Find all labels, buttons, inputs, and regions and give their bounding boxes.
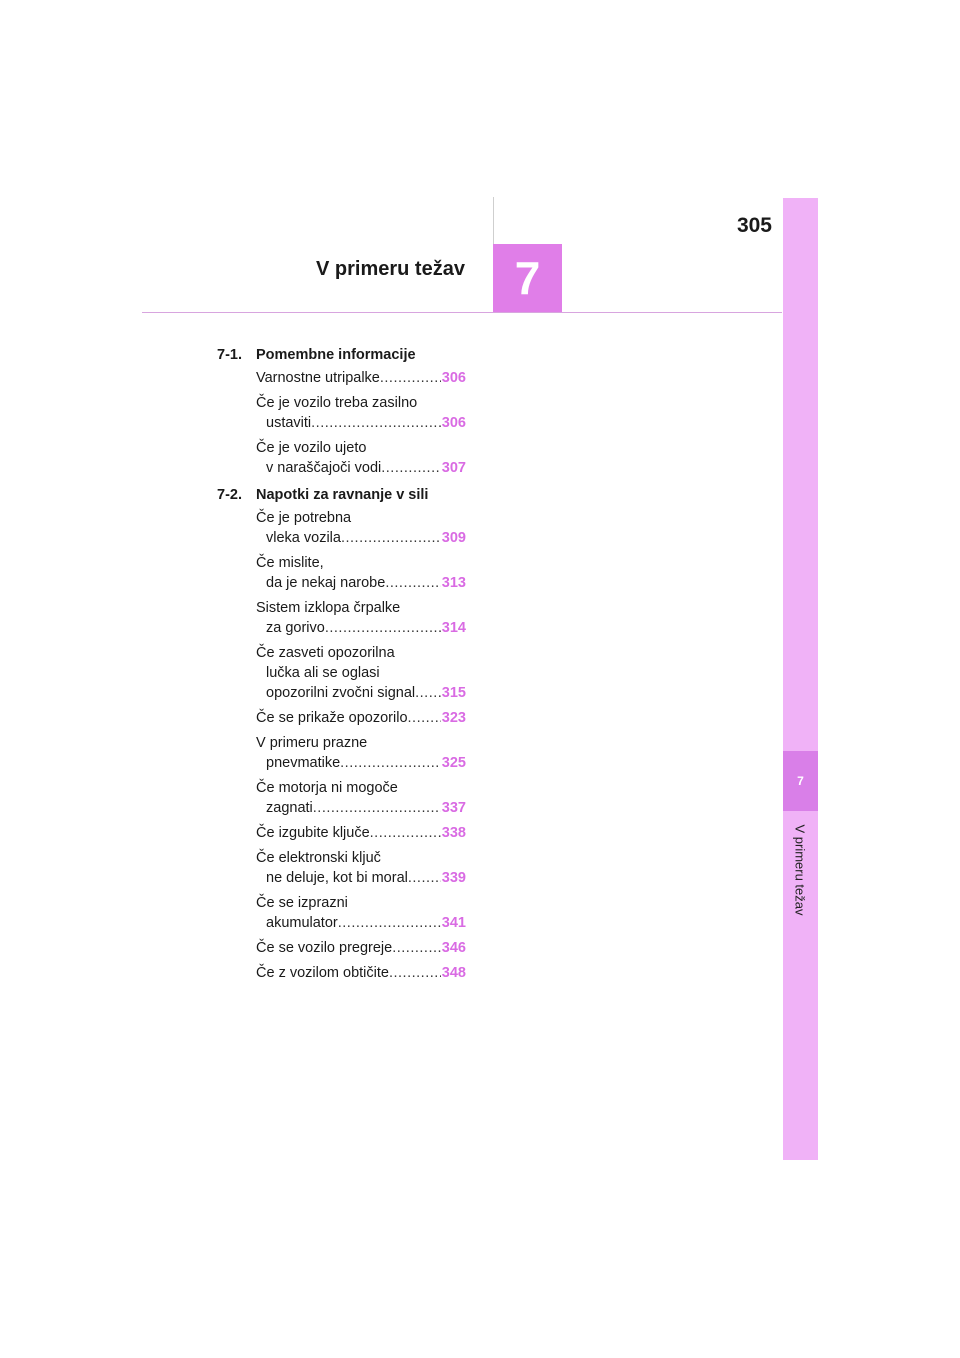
toc-page-link[interactable]: 306 [441, 370, 466, 386]
toc-entry[interactable] [256, 393, 466, 433]
toc-entry[interactable] [256, 823, 466, 843]
toc-page-link[interactable]: 314 [441, 620, 466, 636]
toc-entry-label: vleka vozila [266, 530, 341, 546]
toc-page-link[interactable]: 341 [441, 915, 466, 931]
toc-page-link[interactable]: 339 [441, 870, 466, 886]
toc-page-link[interactable]: 315 [441, 685, 466, 701]
toc-page-link[interactable]: 348 [441, 965, 466, 981]
toc-page-link[interactable]: 306 [441, 415, 466, 431]
divider-horizontal [142, 312, 782, 313]
toc-page-link[interactable]: 346 [441, 940, 466, 956]
dot-leader [341, 528, 441, 548]
dot-leader [389, 963, 441, 983]
toc-entry-label: Če je vozilo ujeto [256, 440, 367, 456]
dot-leader [340, 753, 441, 773]
divider-vertical [493, 197, 494, 244]
dot-leader [313, 798, 441, 818]
toc-entry[interactable] [256, 368, 466, 388]
toc-entry[interactable] [256, 708, 466, 728]
toc-entry-label: Če se prikaže opozorilo [256, 710, 408, 726]
toc-entry-label: Če motorja ni mogoče [256, 780, 398, 796]
toc-entry-label: da je nekaj narobe [266, 575, 386, 591]
toc-entry[interactable] [256, 553, 466, 593]
toc-page-link[interactable]: 337 [441, 800, 466, 816]
toc-entry-label: akumulator [266, 915, 338, 931]
toc-entry-label: pnevmatike [266, 755, 341, 771]
toc-entry[interactable] [256, 893, 466, 933]
toc-entry-label: Sistem izklopa črpalke [256, 600, 401, 616]
side-tab-label: V primeru težav [792, 824, 808, 916]
toc-page-link[interactable]: 338 [441, 825, 466, 841]
toc-entry-label: opozorilni zvočni signal [266, 685, 416, 701]
table-of-contents [190, 343, 470, 988]
toc-section-number: 7-2. [217, 487, 242, 503]
toc-entry-label: Varnostne utripalke [256, 370, 380, 386]
toc-entry-label: Če je potrebna [256, 510, 352, 526]
toc-entry[interactable] [256, 778, 466, 818]
toc-page-link[interactable]: 323 [441, 710, 466, 726]
entry-spacer [190, 983, 470, 988]
toc-entry[interactable] [256, 733, 466, 773]
side-tab-number[interactable]: 7 [783, 751, 818, 811]
toc-page-link[interactable]: 313 [441, 575, 466, 591]
toc-entry-label: Če izgubite ključe [256, 825, 370, 841]
toc-entry-label: lučka ali se oglasi [266, 665, 380, 681]
toc-entry-label: V primeru prazne [256, 735, 368, 751]
side-tab-strip [783, 198, 818, 1160]
dot-leader [311, 413, 441, 433]
toc-entry[interactable] [256, 848, 466, 888]
dot-leader [370, 823, 441, 843]
toc-section-title: Pomembne informacije [256, 347, 416, 363]
toc-entry-label: Če se izprazni [256, 895, 348, 911]
page-number: 305 [736, 214, 772, 237]
toc-page-link[interactable]: 325 [441, 755, 466, 771]
toc-entry[interactable] [256, 963, 466, 983]
toc-entry[interactable] [256, 598, 466, 638]
toc-entry-label: Če je vozilo treba zasilno [256, 395, 418, 411]
dot-leader [392, 938, 441, 958]
toc-entry-label: zagnati [266, 800, 313, 816]
toc-section [190, 483, 470, 508]
toc-entry-label: Če se vozilo pregreje [256, 940, 393, 956]
toc-entry-label: v naraščajoči vodi [266, 460, 382, 476]
toc-entry-label: Če z vozilom obtičite [256, 965, 389, 981]
chapter-number-box: 7 [493, 244, 562, 313]
toc-entry-label: Če mislite, [256, 555, 324, 571]
toc-page-link[interactable]: 309 [441, 530, 466, 546]
chapter-title: V primeru težav [316, 258, 465, 280]
dot-leader [381, 458, 441, 478]
toc-entry-label: Če zasveti opozorilna [256, 645, 395, 661]
toc-entry[interactable] [256, 643, 466, 703]
toc-entry-label: ustaviti [266, 415, 312, 431]
toc-page-link[interactable]: 307 [441, 460, 466, 476]
dot-leader [325, 618, 441, 638]
dot-leader [380, 368, 441, 388]
toc-entry-label: Če elektronski ključ [256, 850, 381, 866]
dot-leader [338, 913, 441, 933]
dot-leader [408, 708, 441, 728]
toc-entry[interactable] [256, 508, 466, 548]
toc-entry-label: za gorivo [266, 620, 325, 636]
toc-section [190, 343, 470, 368]
dot-leader [408, 868, 441, 888]
dot-leader [415, 683, 441, 703]
toc-section-title: Napotki za ravnanje v sili [256, 487, 429, 503]
toc-entry[interactable] [256, 938, 466, 958]
dot-leader [385, 573, 440, 593]
toc-section-number: 7-1. [217, 347, 242, 363]
toc-entry[interactable] [256, 438, 466, 478]
toc-entry-label: ne deluje, kot bi moral [266, 870, 408, 886]
